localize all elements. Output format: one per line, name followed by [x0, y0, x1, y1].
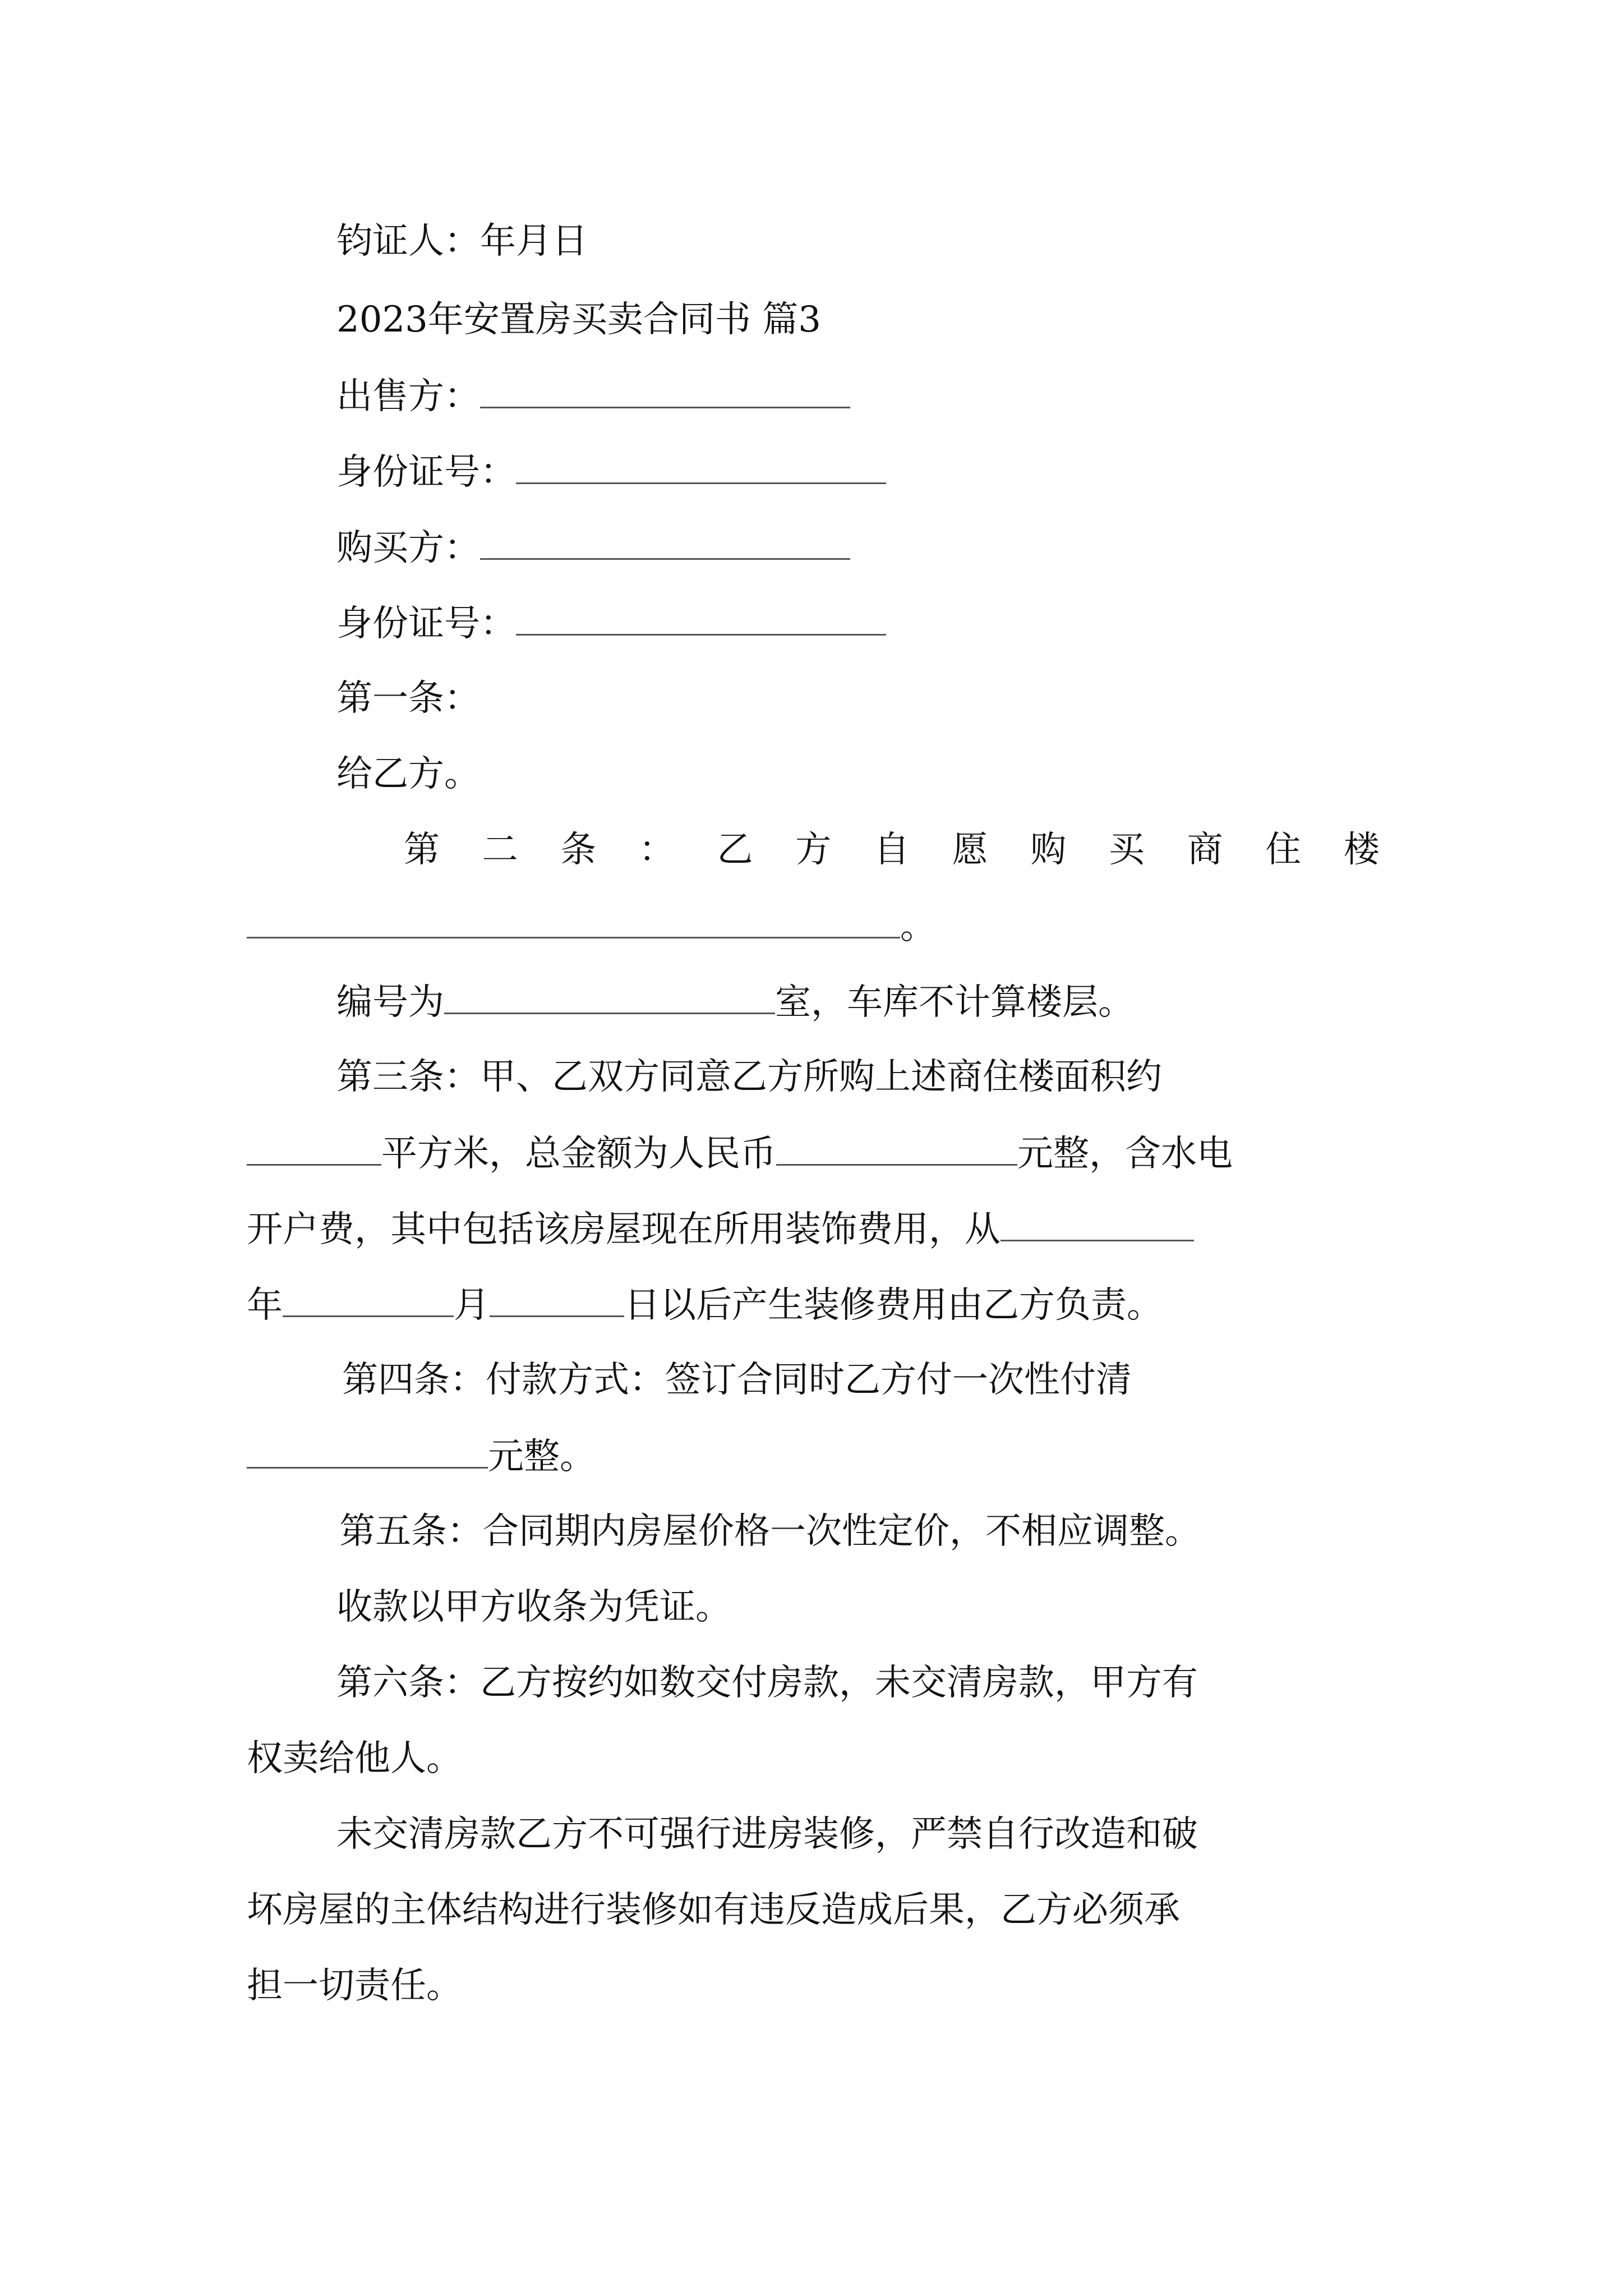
month-label: 月 [454, 1285, 490, 1326]
from-date-blank [1000, 1206, 1194, 1241]
seller-id-line [336, 449, 886, 494]
seller-blank [480, 373, 850, 408]
day-blank [490, 1282, 624, 1317]
month-blank [283, 1282, 454, 1317]
article-2-char: 乙 [717, 829, 753, 871]
year-label: 年 [247, 1285, 283, 1326]
witness-line: 钧证人：年月日 [336, 220, 588, 262]
article-2-char: 买 [1108, 829, 1145, 871]
seller-id-blank [516, 449, 886, 484]
article-6-line-2: 权卖给他人。 [247, 1738, 462, 1779]
article-2-char: ： [638, 829, 675, 871]
article-2-char: 住 [1265, 829, 1302, 871]
article-2-char: 商 [1187, 829, 1223, 871]
article-2-char: 愿 [952, 829, 988, 871]
article-2-end: 。 [900, 906, 936, 947]
contract-title: 2023年安置房买卖合同书 篇3 [336, 299, 821, 341]
article-3-line-3 [247, 1206, 1194, 1251]
article-3-line-4 [247, 1282, 1163, 1327]
article-2-char: 购 [1030, 829, 1067, 871]
article-2-char: 第 [404, 829, 440, 871]
room-number-label: 编号为 [336, 982, 444, 1023]
give-party-b: 给乙方。 [336, 753, 480, 795]
article-3-line-1: 第三条：甲、乙双方同意乙方所购上述商住楼面积约 [336, 1056, 1162, 1098]
article-2-char: 二 [482, 829, 518, 871]
payment-suffix: 元整。 [488, 1436, 596, 1478]
receipt-line: 收款以甲方收条为凭证。 [336, 1586, 731, 1628]
paragraph-7-line-2: 坏房屋的主体结构进行装修如有违反造成后果，乙方必须承 [247, 1889, 1180, 1931]
seller-line [336, 373, 850, 418]
article-3-end: 日以后产生装修费用由乙方负责。 [624, 1285, 1163, 1326]
article-6-line-1: 第六条：乙方按约如数交付房款，未交清房款，甲方有 [336, 1662, 1198, 1704]
buyer-id-label: 身份证号： [336, 603, 516, 645]
article-4-line-2 [247, 1433, 596, 1478]
building-blank [247, 903, 900, 938]
paragraph-7-line-3: 担一切责任。 [247, 1965, 462, 2007]
area-text: 平方米，总金额为人民币 [381, 1133, 776, 1175]
article-2-char: 楼 [1343, 829, 1380, 871]
total-amount-suffix: 元整，含水电 [1017, 1133, 1233, 1175]
article-2-char: 条 [560, 829, 597, 871]
article-4-line-1: 第四条：付款方式：签订合同时乙方付一次性付清 [342, 1359, 1132, 1401]
article-1: 第一条： [336, 678, 480, 719]
buyer-label: 购买方： [336, 527, 480, 569]
article-3-text: 开户费，其中包括该房屋现在所用装饰费用，从 [247, 1209, 1000, 1250]
article-2-line [404, 827, 1380, 872]
buyer-line [336, 524, 850, 569]
room-number-line [336, 979, 1134, 1024]
total-amount-blank [776, 1130, 1017, 1166]
article-3-line-2 [247, 1130, 1233, 1175]
room-number-blank [444, 979, 775, 1014]
seller-id-label: 身份证号： [336, 452, 516, 493]
payment-blank [247, 1433, 488, 1469]
article-2-continued [247, 903, 936, 948]
article-5: 第五条：合同期内房屋价格一次性定价，不相应调整。 [339, 1511, 1201, 1552]
buyer-blank [480, 524, 850, 560]
room-number-suffix: 室，车库不计算楼层。 [775, 982, 1134, 1023]
buyer-id-blank [516, 600, 886, 636]
article-2-char: 方 [795, 829, 832, 871]
area-blank [247, 1130, 381, 1166]
article-2-char: 自 [873, 829, 910, 871]
seller-label: 出售方： [336, 376, 480, 417]
paragraph-7-line-1: 未交清房款乙方不可强行进房装修，严禁自行改造和破 [336, 1814, 1198, 1855]
buyer-id-line [336, 600, 886, 645]
